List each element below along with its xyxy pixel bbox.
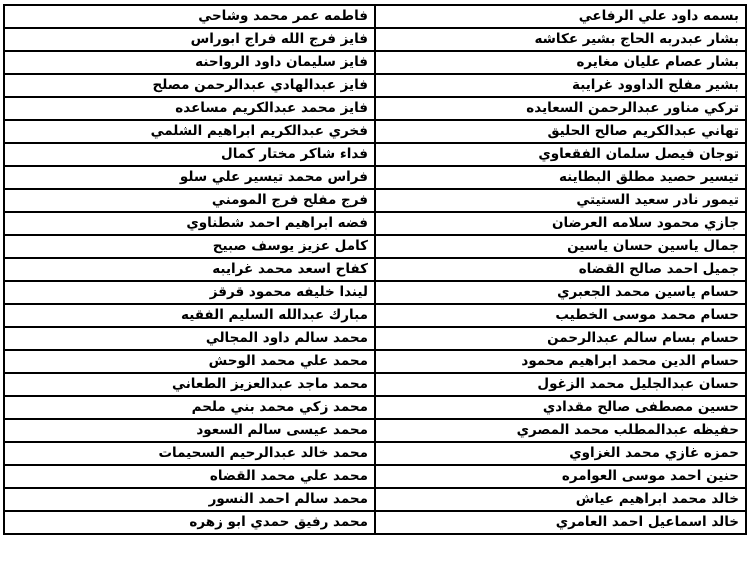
table-row <box>4 189 746 212</box>
name-cell-left: فراس محمد تيسير علي سلو <box>4 166 375 189</box>
name-cell-left: فايز عبدالهادي عبدالرحمن مصلح <box>4 74 375 97</box>
table-row <box>4 281 746 304</box>
name-cell-right: تيمور نادر سعيد الستيتي <box>375 189 746 212</box>
name-cell-left: فايز فرج الله فراج ابوراس <box>4 28 375 51</box>
name-cell-left: فداء شاكر مختار كمال <box>4 143 375 166</box>
name-cell-right: جازي محمود سلامه العرضان <box>375 212 746 235</box>
name-cell-left: محمد عيسى سالم السعود <box>4 419 375 442</box>
name-cell-left: فرج مفلح فرج المومني <box>4 189 375 212</box>
table-row <box>4 419 746 442</box>
table-row <box>4 28 746 51</box>
name-cell-right: حنين احمد موسى العوامره <box>375 465 746 488</box>
table-row <box>4 327 746 350</box>
name-cell-left: فايز محمد عبدالكريم مساعده <box>4 97 375 120</box>
name-cell-right: تهاني عبدالكريم صالح الحليق <box>375 120 746 143</box>
name-cell-left: محمد علي محمد القضاه <box>4 465 375 488</box>
name-cell-right: بشار عبدربه الحاج بشير عكاشه <box>375 28 746 51</box>
name-cell-left: محمد خالد عبدالرحيم السحيمات <box>4 442 375 465</box>
name-cell-right: حفيظه عبدالمطلب محمد المصري <box>375 419 746 442</box>
name-cell-left: ليندا خليفه محمود قرقز <box>4 281 375 304</box>
name-cell-left: محمد زكي محمد بني ملحم <box>4 396 375 419</box>
table-row <box>4 212 746 235</box>
name-cell-left: فاطمه عمر محمد وشاحي <box>4 5 375 28</box>
name-cell-right: حمزه غازي محمد الغزاوي <box>375 442 746 465</box>
name-cell-left: مبارك عبدالله السليم الفقيه <box>4 304 375 327</box>
table-row <box>4 396 746 419</box>
name-cell-left: كامل عزيز يوسف صبيح <box>4 235 375 258</box>
name-cell-left: كفاح اسعد محمد غرايبه <box>4 258 375 281</box>
table-row <box>4 166 746 189</box>
table-row <box>4 511 746 534</box>
table-row <box>4 120 746 143</box>
name-cell-left: فضه ابراهيم احمد شطناوي <box>4 212 375 235</box>
name-cell-left: محمد ماجد عبدالعزيز الطعاني <box>4 373 375 396</box>
table-row <box>4 97 746 120</box>
table-row <box>4 373 746 396</box>
table-row <box>4 51 746 74</box>
name-cell-right: جميل احمد صالح القضاه <box>375 258 746 281</box>
name-cell-right: توجان فيصل سلمان الفقعاوي <box>375 143 746 166</box>
name-cell-left: محمد علي محمد الوحش <box>4 350 375 373</box>
name-cell-left: محمد سالم داود المجالي <box>4 327 375 350</box>
name-cell-right: حسام بسام سالم عبدالرحمن <box>375 327 746 350</box>
table-row <box>4 465 746 488</box>
name-cell-right: بشير مفلح الداوود غرايبة <box>375 74 746 97</box>
table-row <box>4 488 746 511</box>
table-row <box>4 235 746 258</box>
name-cell-left: محمد رفيق حمدي ابو زهره <box>4 511 375 534</box>
name-cell-right: حسان عبدالجليل محمد الزغول <box>375 373 746 396</box>
name-cell-right: حسام الدين محمد ابراهيم محمود <box>375 350 746 373</box>
table-row <box>4 5 746 28</box>
name-cell-right: جمال ياسين حسان ياسين <box>375 235 746 258</box>
name-cell-right: خالد محمد ابراهيم عياش <box>375 488 746 511</box>
name-cell-right: حسين مصطفى صالح مقدادي <box>375 396 746 419</box>
name-cell-right: حسام محمد موسى الخطيب <box>375 304 746 327</box>
name-cell-right: حسام ياسين محمد الجعبري <box>375 281 746 304</box>
table-row <box>4 304 746 327</box>
name-cell-left: محمد سالم احمد النسور <box>4 488 375 511</box>
name-cell-left: فخري عبدالكريم ابراهيم الشلمي <box>4 120 375 143</box>
name-cell-right: تركي مناور عبدالرحمن السعايده <box>375 97 746 120</box>
name-cell-right: خالد اسماعيل احمد العامري <box>375 511 746 534</box>
table-row <box>4 350 746 373</box>
table-row <box>4 442 746 465</box>
names-table-body <box>4 5 746 534</box>
table-row <box>4 143 746 166</box>
names-table <box>3 4 747 535</box>
name-cell-right: تيسير حصيد مطلق البطاينه <box>375 166 746 189</box>
name-cell-right: بسمه داود علي الرفاعي <box>375 5 746 28</box>
table-row <box>4 74 746 97</box>
table-row <box>4 258 746 281</box>
name-cell-left: فايز سليمان داود الرواحنه <box>4 51 375 74</box>
name-cell-right: بشار عصام عليان مغايره <box>375 51 746 74</box>
